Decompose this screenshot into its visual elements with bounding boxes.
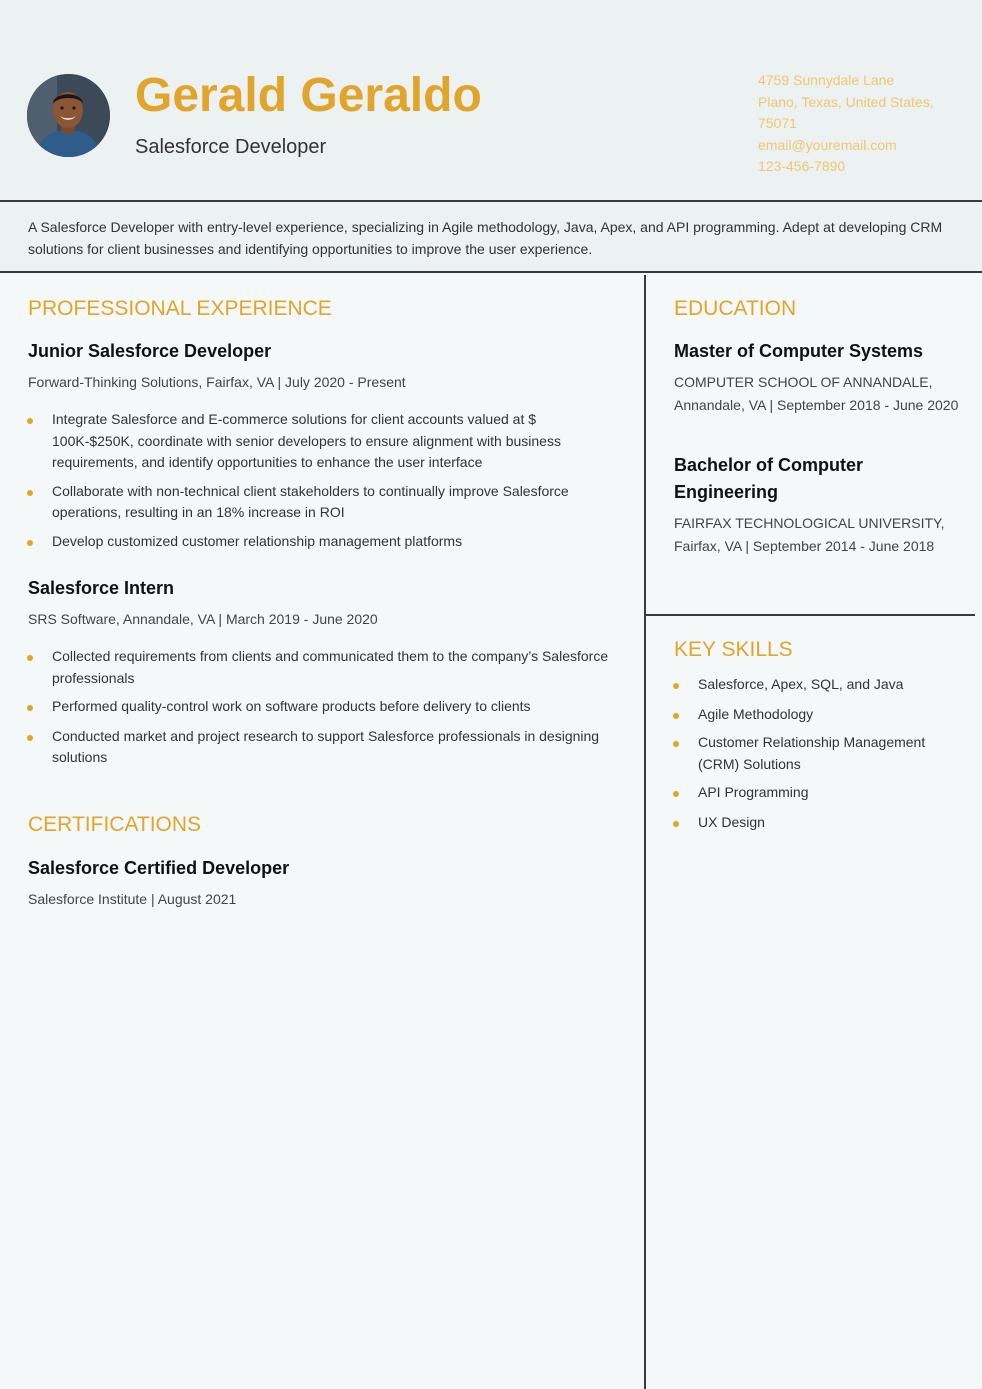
section-divider <box>646 614 975 616</box>
school-name: COMPUTER SCHOOL OF ANNANDALE, <box>674 374 933 390</box>
column-divider <box>644 275 646 1389</box>
list-item: Integrate Salesforce and E-commerce solutions for client accounts valued at $ 100K-$250K, coordinate with senior developers to ensure alignment with business requirements, and identify opportunities to enhance the user interface <box>27 409 617 474</box>
list-item: Collected requirements from clients and communicated them to the company’s Salesforce professionals <box>27 646 617 689</box>
list-item: Agile Methodology <box>673 704 943 726</box>
list-item: Develop customized customer relationship management platforms <box>27 531 617 553</box>
job-meta: Forward-Thinking Solutions, Fairfax, VA | July 2020 - Present <box>28 374 406 390</box>
job-title: Salesforce Intern <box>28 578 175 598</box>
list-item: UX Design <box>673 812 943 834</box>
job-bullets <box>27 646 617 769</box>
email-link[interactable]: email@youremail.com <box>758 136 897 153</box>
experience-heading: PROFESSIONAL EXPERIENCE <box>28 297 332 320</box>
list-item: Salesforce, Apex, SQL, and Java <box>673 674 943 696</box>
address-line-2: Plano, Texas, United States, <box>758 93 934 110</box>
candidate-name: Gerald Geraldo <box>135 69 482 122</box>
summary-text: A Salesforce Developer with entry-level experience, specializing in Agile methodology, Java, Apex, and API programming. Adept at developing CRM solutions for client businesses and identifying opportunities to improve the user experience. <box>28 219 943 257</box>
degree-title: Master of Computer Systems <box>674 341 924 361</box>
certification-title: Salesforce Certified Developer <box>28 858 290 878</box>
list-item: Customer Relationship Management (CRM) Solutions <box>673 732 943 775</box>
job-meta: SRS Software, Annandale, VA | March 2019 - June 2020 <box>28 611 378 627</box>
phone-number: 123-456-7890 <box>758 158 846 174</box>
education-details: Fairfax, VA | September 2014 - June 2018 <box>674 538 935 554</box>
list-item: Collaborate with non-technical client stakeholders to continually improve Salesforce operations, resulting in an 18% increase in ROI <box>27 481 617 524</box>
job-bullets <box>27 409 617 552</box>
contact-info <box>758 70 958 178</box>
education-details: Annandale, VA | September 2018 - June 2020 <box>674 397 959 413</box>
candidate-role: Salesforce Developer <box>135 136 327 158</box>
certifications-heading: CERTIFICATIONS <box>28 813 202 836</box>
certification-meta: Salesforce Institute | August 2021 <box>28 891 237 907</box>
list-item: Conducted market and project research to support Salesforce professionals in designing solutions <box>27 726 617 769</box>
education-heading: EDUCATION <box>674 297 797 320</box>
school-name: FAIRFAX TECHNOLOGICAL UNIVERSITY, <box>674 515 945 531</box>
list-item: Performed quality-control work on software products before delivery to clients <box>27 696 617 718</box>
list-item: API Programming <box>673 782 943 804</box>
skills-heading: KEY SKILLS <box>674 638 793 661</box>
skills-list <box>673 674 943 833</box>
address-line-3: 75071 <box>758 115 797 131</box>
summary-section <box>0 202 982 273</box>
profile-photo <box>27 74 110 157</box>
profile-photo-illustration <box>27 74 110 157</box>
address-line-1: 4759 Sunnydale Lane <box>758 72 895 88</box>
resume-header <box>0 0 982 202</box>
job-title: Junior Salesforce Developer <box>28 341 272 361</box>
degree-title: Bachelor of Computer <box>674 455 864 475</box>
degree-title-continued: Engineering <box>674 482 779 502</box>
